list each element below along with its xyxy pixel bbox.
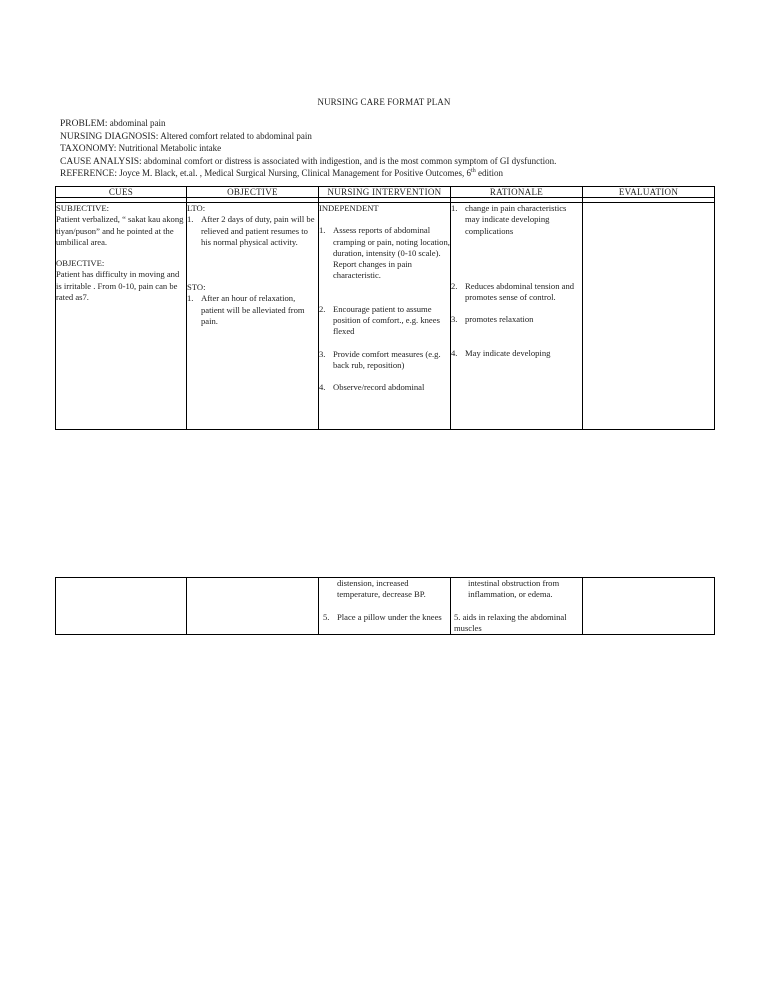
table-header-row: [56, 187, 715, 198]
item-text: promotes relaxation: [464, 314, 534, 325]
item-number: 5.: [322, 611, 330, 622]
subjective-text: Patient verbalized, “ sakat kau akong tiyan/puson” and he pointed at the umbilical area.: [56, 214, 184, 247]
rationale-list: [451, 203, 582, 359]
item-number: 4.: [318, 382, 326, 393]
table-row: [56, 578, 715, 635]
sto-label: STO:: [186, 282, 206, 293]
sto-item: [187, 293, 318, 327]
cause-label: CAUSE ANALYSIS:: [60, 156, 142, 167]
independent-heading: INDEPENDENT: [318, 203, 379, 213]
sto-text: After an hour of relaxation, patient will be alleviated from pain.: [200, 293, 305, 327]
diagnosis-line: [60, 131, 740, 144]
evaluation-cell-continued: [582, 578, 714, 635]
list-item: [319, 304, 450, 338]
taxonomy-value: Nutritional Metabolic intake: [118, 143, 222, 154]
lto-number: 1.: [186, 214, 194, 225]
cues-cell-continued: [56, 578, 187, 635]
item-number: 2.: [450, 280, 458, 291]
item-text: Observe/record abdominal: [332, 382, 425, 393]
reference-label: REFERENCE:: [60, 169, 118, 180]
column-header-evaluation: EVALUATION: [582, 187, 714, 198]
item-number: 2.: [318, 303, 326, 314]
item-text: Assess reports of abdominal cramping or pain, noting location, duration, intensity (0-10 scale). Report changes in pain characteristic.: [332, 225, 450, 281]
reference-line: [60, 168, 740, 181]
objective-cell-continued: [186, 578, 318, 635]
list-item: [319, 382, 450, 393]
list-item: [451, 314, 582, 325]
list-item: [319, 349, 450, 372]
evaluation-cell: [582, 203, 714, 430]
objective-text: Patient has difficulty in moving and is irritable . From 0-10, pain can be rated as7.: [56, 269, 180, 303]
care-plan-table: [55, 186, 715, 430]
list-item: [451, 203, 582, 237]
diagnosis-value: Altered comfort related to abdominal pain: [160, 130, 312, 141]
rationale-cell-continued: [450, 578, 582, 635]
objective-cell: [186, 203, 318, 430]
intervention-list: [319, 225, 450, 393]
item-number: 4.: [450, 347, 458, 358]
problem-label: PROBLEM:: [60, 119, 108, 129]
problem-line: [60, 118, 740, 131]
document-title: NURSING CARE FORMAT PLAN: [317, 97, 451, 107]
reference-value: Joyce M. Black, et.al. , Medical Surgical Nursing, Clinical Management for Positive Outcomes, 6: [119, 168, 472, 179]
column-header-intervention: NURSING INTERVENTION: [318, 187, 450, 198]
rationale-continued-text: intestinal obstruction from inflammation, or edema.: [467, 578, 560, 600]
list-item: [451, 281, 582, 304]
objective-label: OBJECTIVE:: [56, 258, 105, 269]
sto-number: 1.: [186, 293, 194, 304]
table-row: [56, 203, 715, 430]
item-number: 1.: [318, 225, 326, 236]
intervention-cell: [318, 203, 450, 430]
care-plan-table-continued: [55, 577, 715, 635]
rationale-cell: [450, 203, 582, 430]
item-number: 3.: [450, 314, 458, 325]
list-item: [323, 612, 448, 623]
subjective-label: SUBJECTIVE:: [56, 203, 109, 213]
cause-line: [60, 156, 740, 169]
reference-superscript: th: [471, 168, 476, 175]
item-text: change in pain characteristics may indicate developing complications: [464, 203, 567, 236]
rationale-item-5: 5. aids in relaxing the abdominal muscles: [453, 611, 567, 633]
intervention-continued-text: distension, increased temperature, decrease BP.: [336, 578, 426, 600]
cause-value: abdominal comfort or distress is associated with indigestion, and is the most common symptom of GI dysfunction.: [143, 155, 557, 166]
column-header-objective: OBJECTIVE: [186, 187, 318, 198]
cues-cell: [56, 203, 187, 430]
lto-item: [187, 214, 318, 248]
item-number: 3.: [318, 348, 326, 359]
problem-value: abdominal pain: [109, 118, 166, 128]
diagnosis-label: NURSING DIAGNOSIS:: [60, 131, 159, 142]
plan-header: [60, 118, 740, 181]
item-text: Place a pillow under the knees: [336, 611, 442, 622]
taxonomy-label: TAXONOMY:: [60, 144, 117, 155]
item-text: Encourage patient to assume position of comfort., e.g. knees flexed: [332, 303, 440, 337]
intervention-cell-continued: [318, 578, 450, 635]
reference-tail: edition: [475, 168, 503, 179]
item-number: 1.: [450, 203, 458, 213]
item-text: Provide comfort measures (e.g. back rub, reposition): [332, 348, 441, 370]
list-item: [451, 348, 582, 359]
item-text: May indicate developing: [464, 347, 551, 358]
item-text: Reduces abdominal tension and promotes sense of control.: [464, 280, 575, 303]
column-header-cues: CUES: [56, 187, 187, 198]
taxonomy-line: [60, 143, 740, 156]
column-header-rationale: RATIONALE: [450, 187, 582, 198]
lto-text: After 2 days of duty, pain will be relieved and patient resumes to his normal physical activity.: [200, 214, 315, 247]
lto-label: LTO:: [186, 203, 206, 213]
list-item: [319, 225, 450, 281]
